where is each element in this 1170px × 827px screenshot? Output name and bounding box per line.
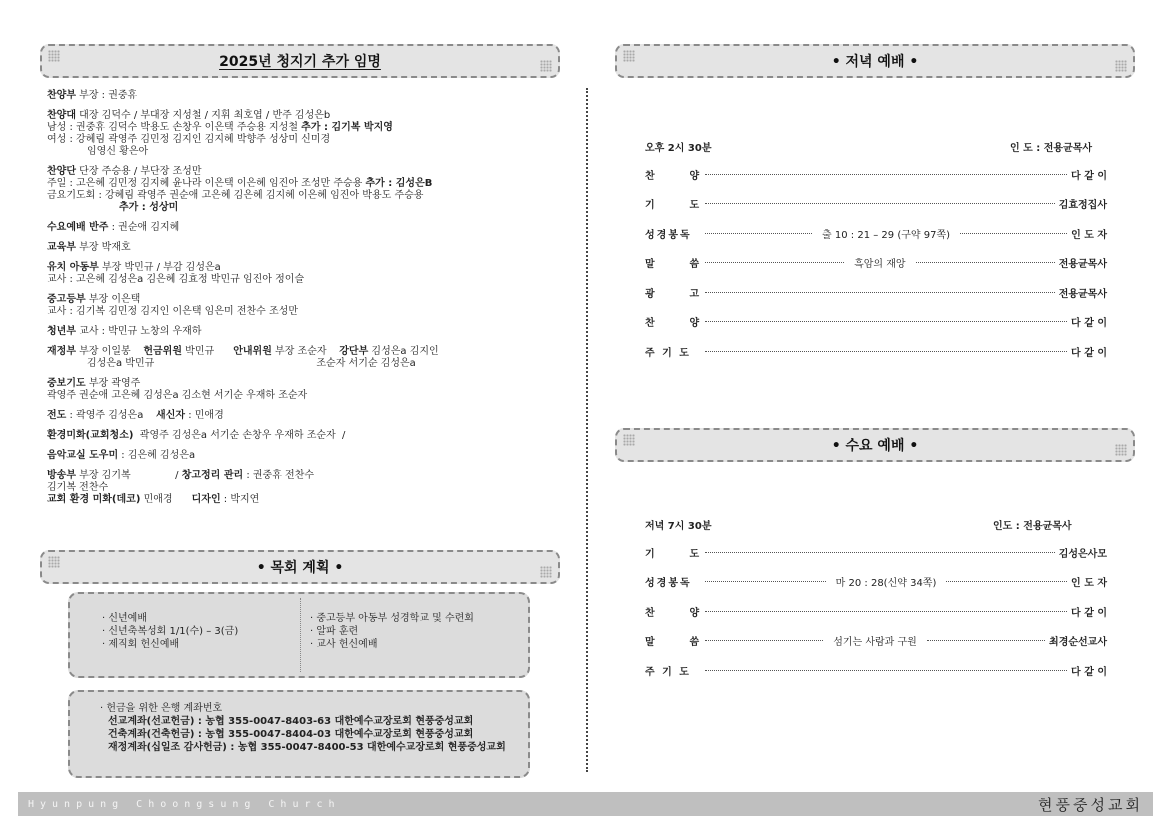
appointments-title-banner [40, 44, 560, 78]
service-order-item: 말 씀 [645, 637, 702, 648]
service-order-item: 말 씀 [645, 259, 702, 270]
appointment-names: : 박지연 [220, 494, 260, 505]
appointment-names: : 민애경 [185, 410, 224, 421]
appointments-title: 2025년 청지기 추가 임명 [219, 54, 381, 70]
appointment-section [47, 326, 577, 338]
appointment-section [47, 470, 577, 506]
banner-corner-ornament [1115, 60, 1127, 72]
leader-dots [705, 174, 1067, 175]
plan-item: · 신년예배 [102, 613, 147, 624]
appointment-names: 주일 : 고은혜 김민정 김지혜 윤나라 이은택 이은혜 임진아 조성만 주승용 [47, 178, 366, 189]
appointment-section [47, 294, 577, 318]
service-order-person: 김성은사모 [1058, 548, 1107, 560]
appointment-role: 방송부 [47, 470, 76, 481]
appointment-line [47, 482, 577, 494]
appointment-line [47, 122, 577, 134]
appointment-names: 부장 이일봉 [75, 346, 144, 357]
footer-church-name-korean: 현풍중성교회 [1038, 795, 1143, 814]
appointment-section [47, 378, 577, 402]
appointment-line [47, 262, 577, 274]
appointment-names: 부장 곽영주 [85, 378, 141, 389]
appointments-list [47, 90, 577, 514]
service-order-item: 성경봉독 [645, 229, 692, 241]
leader-dots [946, 581, 1067, 582]
service-order-detail: 출 10 : 21 – 29 (구약 97쪽) [822, 229, 951, 241]
service-order-person: 다 같 이 [1071, 607, 1107, 619]
appointment-line [47, 166, 577, 178]
appointment-role: 추가 : 김성은B [365, 178, 433, 189]
appointment-names: : 곽영주 김성은a [66, 410, 157, 421]
appointment-section [47, 262, 577, 286]
appointment-names: 부장 박민규 / 부감 김성은a [98, 262, 221, 273]
leader-dots [927, 640, 1045, 641]
appointment-names: 부장 김기복 / [75, 470, 182, 481]
appointment-section [47, 242, 577, 254]
leader-dots [960, 233, 1067, 234]
appointment-names: 여성 : 강혜림 곽영주 김민정 김지인 김지혜 박향주 성상미 신미경 [47, 134, 331, 145]
appointment-section [47, 346, 577, 370]
service-order-person: 다 같 이 [1071, 318, 1107, 329]
banner-corner-ornament [623, 434, 635, 446]
appointment-role: 찬양부 [47, 90, 76, 101]
appointment-names: 박민규 [182, 346, 234, 357]
appointment-role: 청년부 [47, 326, 76, 337]
appointment-section [47, 450, 577, 462]
column-divider [586, 88, 588, 772]
appointment-role: 재정부 [47, 346, 76, 357]
appointment-role: 헌금위원 [143, 346, 182, 357]
service-order-detail: 섬기는 사람과 구원 [833, 637, 917, 648]
appointment-role: 찬양단 [47, 166, 76, 177]
appointment-role: 디자인 [191, 494, 221, 505]
appointment-role: 유치 아동부 [47, 262, 99, 273]
service-order-row [645, 285, 1107, 299]
appointment-section [47, 222, 577, 234]
appointment-section [47, 90, 577, 102]
appointment-names: : 권중휴 전찬수 [243, 470, 315, 481]
appointment-names: 부장 조순자 [271, 346, 340, 357]
appointment-line [47, 202, 577, 214]
appointment-role: 창고정리 관리 [181, 470, 244, 481]
appointment-role: 안내위원 [233, 346, 272, 357]
appointment-names: 김성은a 박민규 조순자 서기순 김성은a [87, 358, 416, 369]
service-order-person: 전용균목사 [1058, 259, 1108, 270]
appointment-names: 교사 : 박민규 노창의 우재하 [75, 326, 202, 337]
appointment-line [47, 110, 577, 122]
bank-account-line: 선교계좌(선교헌금) : 농협 355-0047-8403-63 대한예수교장로회 현풍중성교회 [108, 716, 474, 727]
appointment-role: 추가 : 김기복 박지영 [301, 122, 393, 133]
appointment-role: 찬양대 [47, 110, 76, 121]
plan-title-banner [40, 550, 560, 584]
service-order-person: 인 도 자 [1071, 229, 1108, 241]
appointment-names: 민애경 [140, 494, 192, 505]
banner-corner-ornament [1115, 444, 1127, 456]
service-order-person: 다 같 이 [1071, 347, 1107, 359]
appointment-names: 부장 이은택 [85, 294, 141, 305]
appointment-role: 중보기도 [47, 378, 86, 389]
appointment-names: 곽영주 김성은a 서기순 손창우 우재하 조순자 / [133, 430, 346, 441]
service-order-row [645, 197, 1107, 211]
service-order-row [645, 344, 1107, 358]
appointment-line [47, 326, 577, 338]
appointment-line [47, 294, 577, 306]
leader-dots [705, 611, 1067, 612]
plan-list-right [310, 612, 474, 651]
leader-dots [705, 262, 844, 263]
appointment-role: 강단부 [339, 346, 369, 357]
service-order-item: 주 기 도 [645, 666, 691, 678]
service-order-row [645, 634, 1107, 648]
appointment-line [47, 390, 577, 402]
leader-dots [705, 552, 1055, 553]
banner-corner-ornament [540, 60, 552, 72]
appointment-names: 교사 : 고은혜 김성은a 김은혜 김효정 박민규 임진아 정이슬 [47, 274, 305, 285]
appointment-role: 음악교실 도우미 [47, 450, 119, 461]
appointment-names: 부장 : 권중휴 [75, 90, 138, 101]
bank-account-line: 건축계좌(건축헌금) : 농협 355-0047-8404-03 대한예수교장로회 현풍중성교회 [108, 729, 474, 740]
plan-title: • 목회 계획 • [256, 560, 344, 576]
leader-dots [705, 233, 812, 234]
appointment-role: 중고등부 [47, 294, 86, 305]
plan-box [68, 592, 530, 678]
appointment-names: 곽영주 권순애 고은혜 김성은a 김소현 서기순 우재하 조순자 [47, 390, 308, 401]
wednesday-service-banner [615, 428, 1135, 462]
leader-dots [705, 203, 1055, 204]
appointment-role: 교회 환경 미화(데코) [47, 494, 141, 505]
plan-item: · 신년축복성회 1/1(수) – 3(금) [102, 626, 239, 637]
appointment-line [47, 134, 577, 146]
appointment-role: 환경미화(교회청소) [47, 430, 134, 441]
appointment-role: 교육부 [47, 242, 76, 253]
appointment-section [47, 410, 577, 422]
service-order-item: 찬 양 [645, 170, 702, 182]
appointment-role: 추가 : 성상미 [119, 202, 179, 213]
service-order-row [645, 226, 1107, 240]
appointment-line [47, 450, 577, 462]
service-order-row [645, 663, 1107, 677]
appointment-role: 전도 [47, 410, 67, 421]
appointment-role: 새신자 [156, 410, 186, 421]
appointment-names: 임영신 황은아 [87, 146, 149, 157]
plan-list-left [102, 612, 238, 651]
banner-corner-ornament [540, 566, 552, 578]
banner-corner-ornament [48, 50, 60, 62]
service-order-person: 최경순선교사 [1049, 637, 1108, 648]
service-order-item: 기 도 [645, 548, 702, 560]
appointment-names: 부장 박재호 [75, 242, 131, 253]
service-order-item: 찬 양 [645, 318, 702, 329]
appointment-line [47, 242, 577, 254]
plan-item: · 알파 훈련 [310, 626, 359, 637]
footer-church-name-english: Hyunpung Choongsung Church [28, 798, 341, 810]
service-order-item: 기 도 [645, 200, 702, 211]
evening-service-leader: 인 도 : 전용균목사 [1010, 143, 1093, 154]
evening-service-title: • 저녁 예배 • [831, 54, 919, 70]
service-order-person: 다 같 이 [1071, 170, 1107, 182]
leader-dots [705, 581, 826, 582]
appointment-line [47, 494, 577, 506]
footer-bar [18, 792, 1153, 816]
service-order-person: 김효정집사 [1058, 200, 1107, 211]
appointment-section [47, 166, 577, 214]
appointment-line [47, 470, 577, 482]
plan-item: · 제직회 헌신예배 [102, 639, 180, 650]
appointment-line [47, 90, 577, 102]
service-order-row [645, 575, 1107, 589]
appointment-line [47, 274, 577, 286]
leader-dots [705, 321, 1067, 322]
bank-account-lines [100, 715, 506, 754]
service-order-person: 전용균목사 [1058, 288, 1107, 300]
appointment-line [47, 190, 577, 202]
service-order-row [645, 167, 1107, 181]
appointment-names: : 권순애 김지혜 [108, 222, 180, 233]
wednesday-service-title: • 수요 예배 • [831, 438, 919, 454]
service-order-item: 찬 양 [645, 607, 702, 619]
appointment-line [47, 222, 577, 234]
appointment-line [47, 430, 577, 442]
service-order-item: 광 고 [645, 288, 702, 300]
service-order-row [645, 315, 1107, 329]
appointment-role: 수요예배 반주 [47, 222, 109, 233]
bank-account-box [68, 690, 530, 778]
appointment-line [47, 410, 577, 422]
appointment-line [47, 358, 577, 370]
appointment-names: 남성 : 권중휴 김덕수 박용도 손창우 이은택 주승용 지성철 [47, 122, 302, 133]
service-order-person: 다 같 이 [1071, 666, 1107, 678]
appointment-names: 김성은a 김지인 [368, 346, 439, 357]
plan-divider [300, 598, 301, 672]
appointment-line [47, 306, 577, 318]
appointment-line [47, 178, 577, 190]
leader-dots [705, 640, 823, 641]
service-order-row [645, 604, 1107, 618]
appointment-line [47, 378, 577, 390]
service-order-detail: 마 20 : 28(신약 34쪽) [835, 578, 937, 589]
leader-dots [916, 262, 1055, 263]
evening-service-time: 오후 2시 30분 [645, 143, 712, 154]
evening-service-banner [615, 44, 1135, 78]
appointment-names: 김기복 전찬수 [47, 482, 109, 493]
appointment-names: : 김은혜 김성은a [118, 450, 196, 461]
appointment-names: 교사 : 김기복 김민정 김지인 이은택 임은미 전찬수 조성만 [47, 306, 298, 317]
service-order-row [645, 256, 1107, 270]
appointment-line [47, 346, 577, 358]
bank-account-title: · 헌금을 위한 은행 계좌번호 [100, 703, 223, 714]
leader-dots [705, 292, 1055, 293]
service-order-item: 성경봉독 [645, 578, 692, 589]
plan-item: · 교사 헌신예배 [310, 639, 378, 650]
appointment-line [47, 146, 577, 158]
wednesday-service-time: 저녁 7시 30분 [645, 521, 712, 532]
appointment-section [47, 110, 577, 158]
appointment-names: 대장 김덕수 / 부대장 지성철 / 지휘 최호엽 / 반주 김성은b [75, 110, 331, 121]
banner-corner-ornament [623, 50, 635, 62]
appointment-names: 금요기도회 : 강혜림 곽영주 권순애 고은혜 김은혜 김지혜 이은혜 임진아 박용도 주승용 [47, 190, 424, 201]
appointment-section [47, 430, 577, 442]
service-order-detail: 흑암의 재앙 [854, 259, 906, 270]
service-order-item: 주 기 도 [645, 347, 691, 359]
wednesday-service-leader: 인도 : 전용균목사 [993, 521, 1072, 532]
leader-dots [705, 670, 1067, 671]
service-order-row [645, 545, 1107, 559]
plan-item: · 중고등부 아동부 성경학교 및 수련회 [310, 613, 474, 624]
bank-account-line: 재정계좌(십일조 감사헌금) : 농협 355-0047-8400-53 대한예수교장로회 현풍중성교회 [108, 742, 506, 753]
service-order-person: 인 도 자 [1071, 578, 1107, 589]
banner-corner-ornament [48, 556, 60, 568]
leader-dots [705, 351, 1067, 352]
appointment-names: 단장 주승용 / 부단장 조성만 [75, 166, 202, 177]
